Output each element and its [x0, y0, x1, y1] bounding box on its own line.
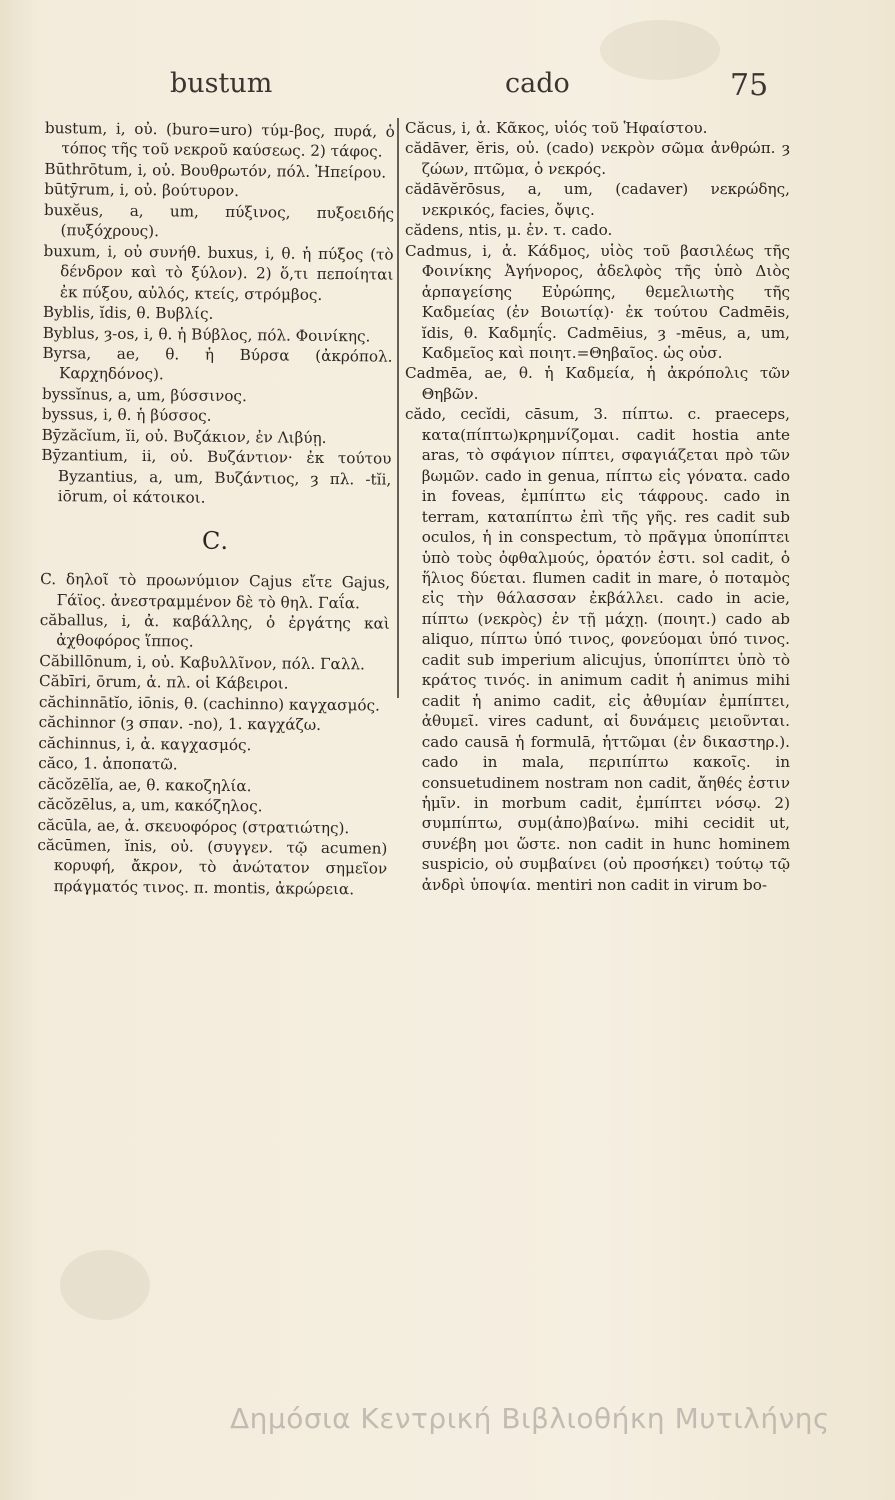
dictionary-entry: Būthrōtum, i, οὐ. Βουθρωτόν, πόλ. Ἠπείρου. [44, 159, 387, 182]
column-divider [397, 118, 399, 698]
dictionary-entry: būtȳrum, i, οὐ. βούτυρον. [44, 180, 240, 201]
dictionary-entry: Căcus, i, ἀ. Κᾶκος, υἱός τοῦ Ἡφαίστου. [405, 119, 708, 137]
dictionary-entry: Căbīri, ōrum, ἀ. πλ. οἱ Κάβειροι. [39, 672, 289, 693]
dictionary-entry: cădo, cecĭdi, cāsum, 3. πίπτω. c. praeceps, κατα(πίπτω)κρημνίζομαι. cadit hostia ante aras, τὸ σφάγιον πίπτει, σφαγιάζεται πρὸ τῶν βωμῶν. cado in genua, πίπτω εἰς γόνατα. cado in foveas, ἐμπίπτω εἰς τάφρους. cado in terram, καταπίπτω ἐπὶ τῆς γῆς. res cadit sub oculos, ἡ in conspectum, τὸ πρᾶγμα ὑποπίπτει ὑπὸ τοὺς ὀφθαλμούς, ὁρατόν ἐστι. sol cadit, ὁ ἥλιος δύεται. flumen cadit in mare, ὁ ποταμὸς εἰς τὴν θάλασσαν ἐκβάλλει. cado in acie, πίπτω (νεκρὸς) ἐν τῇ μάχῃ. (ποιητ.) cado ab aliquo, πίπτω ὑπό τινος, φονεύομαι ὑπό τινος. cadit sub imperium alicujus, ὑποπίπτει ὑπὸ τὸ κράτος τινός. in animum cadit ἡ animus mihi cadit ἡ animo cadit, εἰς ἀθυμίαν ἐμπίπτει, ἀθυμεῖ. vires cadunt, αἱ δυνάμεις μειοῦνται. cado causā ἡ formulā, ἡττῶμαι (ἐν δικαστηρ.). cado in mala, περιπίπτω κακοῖς. in consuetudinem nostram non cadit, ἄηθές ἐστιν ἡμῖν. in morbum cadit, ἐμπίπτει νόσῳ. 2) συμπίπτω, συμ(ἀπο)βαίνω. mihi cecidit ut, συνέβη μοι ὥστε. non cadit in hunc hominem suspicio, οὐ συμβαίνει (οὐ προσήκει) τούτῳ τῷ ἀνδρὶ ὑποψία. mentiri non cadit in virum bo- [405, 405, 790, 894]
left-column [37, 118, 395, 900]
left-running-headword: bustum [170, 68, 273, 99]
library-watermark: Δημόσια Κεντρική Βιβλιοθήκη Μυτιλήνης [230, 1402, 830, 1435]
dictionary-entry: Byrsa, ae, θ. ἡ Βύρσα (ἀκρόπολ. Καρχηδόνος). [42, 343, 393, 384]
dictionary-entry: căballus, i, ἀ. καβάλλης, ὁ ἐργάτης καὶ ἀχθοφόρος ἵππος. [39, 610, 390, 652]
dictionary-entry: căcūmen, ĭnis, οὐ. (συγγεν. τῷ acumen) κορυφή, ἄκρον, τὸ ἀνώτατον σημεῖον πράγματός τινος. π. montis, ἀκρώρεια. [37, 835, 388, 899]
dictionary-entry: bustum, i, οὐ. (buro=uro) τύμ-βος, πυρά, ὁ τόπος τῆς τοῦ νεκροῦ καύσεως. 2) τάφος. [44, 118, 395, 161]
dictionary-entry: cădāvĕrōsus, a, um, (cadaver) νεκρώδης, νεκρικός, facies, ὄψις. [405, 180, 790, 219]
dictionary-entry: C. δηλοῖ τὸ προωνύμιον Cajus εἴτε Gajus, Γάϊος. ἀνεστραμμένον δὲ τὸ θηλ. Γαΐα. [40, 570, 391, 612]
dictionary-entry: byssus, i, θ. ἡ βύσσος. [41, 405, 212, 426]
dictionary-entry: Bȳzantium, ii, οὐ. Βυζάντιον· ἐκ τούτου Byzantius, a, um, Βυζάντιος, ȝ πλ. -tĭi, iōrum, οἱ κάτοικοι. [41, 446, 392, 507]
dictionary-entry: cădāver, ĕris, οὐ. (cado) νεκρὸν σῶμα ἀνθρώπ. ȝ ζώων, πτῶμα, ὁ νεκρός. [405, 139, 790, 178]
dictionary-entry: Cadmēa, ae, θ. ἡ Καδμεία, ἡ ἀκρόπολις τῶν Θηβῶν. [405, 364, 790, 403]
dictionary-entry: Cadmus, i, ἀ. Κάδμος, υἱὸς τοῦ βασιλέως τῆς Φοινίκης Ἀγήνορος, ἀδελφὸς τῆς ὑπὸ Διὸς ἁρπαγείσης Εὐρώπης, θεμελιωτὴς τῆς Καδμείας (ἐν Βοιωτίᾳ)· ἐκ τούτου Cadmēis, ĭdis, θ. Καδμηΐς. Cadmēius, ȝ -mēus, a, um, Καδμεῖος καὶ ποιητ.=Θηβαῖος. ὡς οὐσ. [405, 241, 790, 362]
dictionary-entry: byssĭnus, a, um, βύσσινος. [42, 384, 247, 406]
dictionary-entry: Bȳzăcĭum, ĭi, οὐ. Βυζάκιον, ἐν Λιβύῃ. [41, 425, 327, 447]
dictionary-entry: căchinnus, i, ἀ. καγχασμός. [38, 733, 252, 754]
dictionary-entry: Byblis, ĭdis, θ. Βυβλίς. [42, 303, 214, 323]
right-column [405, 118, 790, 895]
dictionary-entry: buxĕus, a, um, πύξινος, πυξοειδής (πυξόχρους). [43, 200, 395, 241]
dictionary-entry: cădens, ntis, μ. ἐν. τ. cado. [405, 221, 613, 240]
section-letter: C. [201, 526, 230, 555]
dictionary-entry: căcūla, ae, ἀ. σκευοφόρος (στρατιώτης). [37, 815, 350, 837]
dictionary-entry: buxum, i, οὐ συνήθ. buxus, i, θ. ἡ πύξος (τὸ δένδρον καὶ τὸ ξύλον). 2) ὅ,τι πεποίηται ἐκ πύξου, αὐλός, κτείς, στρόμβος. [43, 241, 394, 304]
paper-stain [60, 1250, 150, 1320]
dictionary-entry: căco, 1. ἀποπατῶ. [38, 754, 178, 774]
running-header [0, 68, 895, 108]
dictionary-entry: căchinnor (ȝ σπαν. -no), 1. καγχάζω. [38, 713, 322, 735]
dictionary-entry: căcŏzēlĭa, ae, θ. κακοζηλία. [37, 774, 252, 795]
page-number: 75 [730, 68, 769, 103]
dictionary-entry: căcŏzēlus, a, um, κακόζηλος. [37, 795, 263, 816]
dictionary-entry: Căbillōnum, i, οὐ. Καβυλλῖνον, πόλ. Γαλλ. [39, 651, 366, 674]
dictionary-entry: căchinnātĭo, iōnis, θ. (cachinno) καγχασμός. [38, 692, 381, 715]
right-running-headword: cado [505, 68, 570, 99]
dictionary-entry: Byblus, ȝ-os, i, θ. ἡ Βύβλος, πόλ. Φοινίκης. [42, 323, 371, 345]
